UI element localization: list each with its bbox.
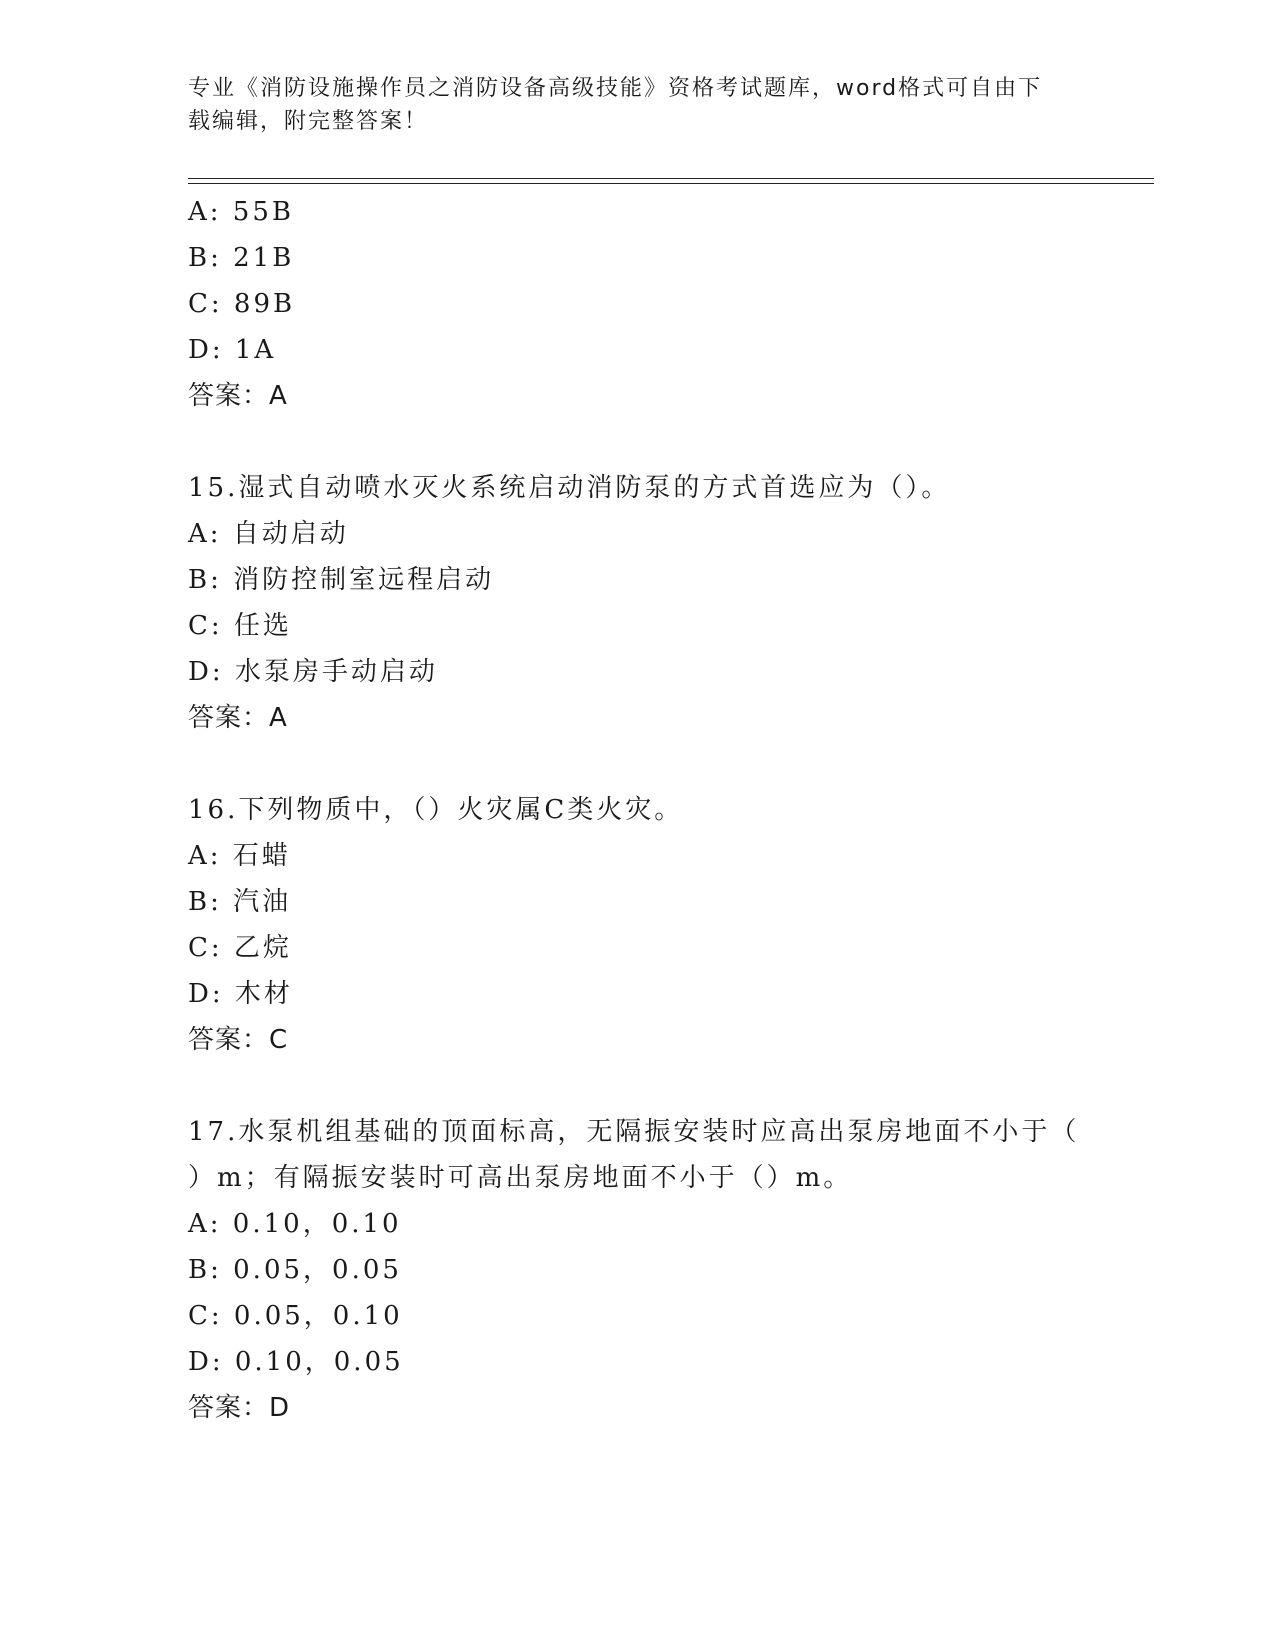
option-c: C: 任选 [188, 611, 292, 641]
question-16 [188, 787, 1088, 1063]
option-a: A: 55B [188, 197, 294, 227]
option-d: D: 木材 [188, 979, 293, 1009]
question-text: 15.湿式自动喷水灭火系统启动消防泵的方式首选应为（）。 [188, 473, 951, 503]
option-b: B: 0.05，0.05 [188, 1255, 402, 1285]
spacer [188, 741, 1088, 787]
option-c: C: 乙烷 [188, 933, 292, 963]
question-text-line-1: 17.水泵机组基础的顶面标高，无隔振安装时应高出泵房地面不小于（ [188, 1117, 1080, 1147]
option-b: B: 消防控制室远程启动 [188, 565, 495, 595]
option-d: D: 1A [188, 335, 277, 365]
answer: 答案：A [188, 381, 288, 411]
option-c: C: 89B [188, 289, 296, 319]
header-divider-bottom [188, 183, 1154, 184]
document-header [188, 72, 1068, 138]
option-a: A: 石蜡 [188, 841, 291, 871]
header-line-2: 载编辑，附完整答案！ [188, 109, 429, 134]
header-divider-top [188, 178, 1154, 179]
header-line-1: 专业《消防设施操作员之消防设备高级技能》资格考试题库，word格式可自由下 [188, 76, 1043, 101]
spacer [188, 419, 1088, 465]
question-list [188, 189, 1088, 1431]
spacer [188, 1063, 1088, 1109]
answer: 答案：D [188, 1393, 291, 1423]
option-d: D: 0.10，0.05 [188, 1347, 404, 1377]
question-text: 16.下列物质中，（）火灾属C类火灾。 [188, 795, 684, 825]
option-d: D: 水泵房手动启动 [188, 657, 438, 687]
answer: 答案：A [188, 703, 288, 733]
question-15 [188, 465, 1088, 741]
question-text-line-2: ）m；有隔振安装时可高出泵房地面不小于（）m。 [188, 1163, 853, 1193]
question-14 [188, 189, 1088, 419]
option-b: B: 汽油 [188, 887, 292, 917]
option-c: C: 0.05，0.10 [188, 1301, 403, 1331]
option-a: A: 0.10，0.10 [188, 1209, 402, 1239]
question-17 [188, 1109, 1088, 1431]
option-a: A: 自动启动 [188, 519, 349, 549]
option-b: B: 21B [188, 243, 295, 273]
answer: 答案：C [188, 1025, 289, 1055]
